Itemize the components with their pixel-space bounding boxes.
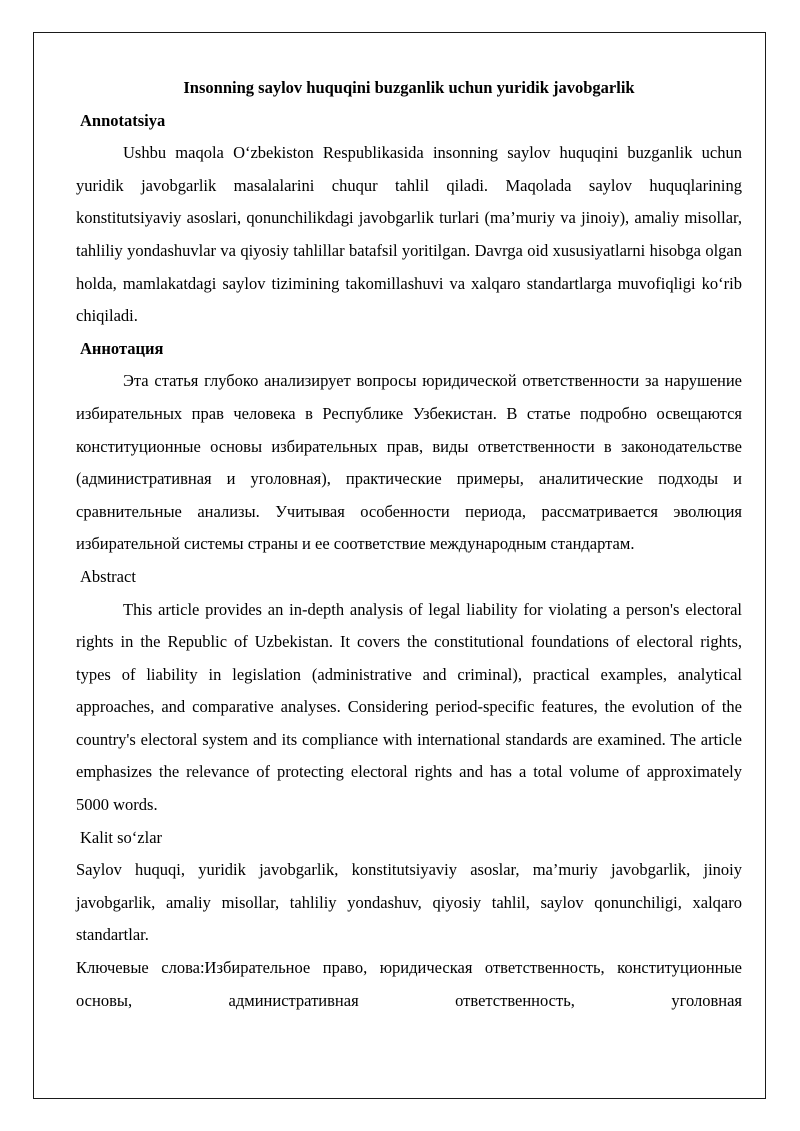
annotatsiya-heading: Annotatsiya <box>80 110 166 130</box>
annotatsiya-ru-text: Эта статья глубоко анализирует вопросы юридической ответственности за нарушение избирательных прав человека в Республике Узбекистан. В статье подробно освещаются конституционные основы избирательных прав, виды ответственности в законодательстве (административная и уголовная), практические примеры, аналитические подходы и сравнительные анализы. Учитывая особенности периода, рассматривается эволюция избирательной системы страны и ее соответствие международным стандартам. <box>76 371 742 554</box>
annotatsiya-ru-heading: Аннотация <box>80 338 164 358</box>
abstract-text: This article provides an in-depth analysis of legal liability for violating a person's electoral rights in the Republic of Uzbekistan. It covers the constitutional foundations of electoral rights, types of liability in legislation (administrative and criminal), practical examples, analytical approaches, and comparative analyses. Considering period-specific features, the evolution of the country's electoral system and its compliance with international standards are examined. The article emphasizes the relevance of protecting electoral rights and has a total volume of approximately 5000 words. <box>76 599 742 815</box>
annotatsiya-text: Ushbu maqola O‘zbekiston Respublikasida insonning saylov huquqini buzganlik uchun yuridik javobgarlik masalalarini chuqur tahlil qiladi. Maqolada saylov huquqlarining konstitutsiyaviy asoslari, qonunchilikdagi javobgarlik turlari (ma’muriy va jinoiy), amaliy misollar, tahliliy yondashuvlar va qiyosiy tahlillar batafsil yoritilgan. Davrga oid xususiyatlarni hisobga olgan holda, mamlakatdagi saylov tizimining takomillashuvi va xalqaro standartlarga muvofiqligi ko‘rib chiqiladi. <box>76 143 742 326</box>
abstract-heading: Abstract <box>80 566 136 586</box>
keywords-uz-text: Saylov huquqi, yuridik javobgarlik, konstitutsiyaviy asoslar, ma’muriy javobgarlik, jinoiy javobgarlik, amaliy misollar, tahliliy yondashuv, qiyosiy tahlil, saylov qonunchiligi, xalqaro standartlar. <box>76 860 742 945</box>
keywords-uz-heading: Kalit so‘zlar <box>80 827 163 847</box>
document-body <box>76 72 742 1017</box>
document-title: Insonning saylov huquqini buzganlik uchun yuridik javobgarlik <box>183 78 635 97</box>
keywords-ru-text: Ключевые слова:Избирательное право, юридическая ответственность, конституционные основы, административная ответственность, уголовная <box>76 958 742 1010</box>
